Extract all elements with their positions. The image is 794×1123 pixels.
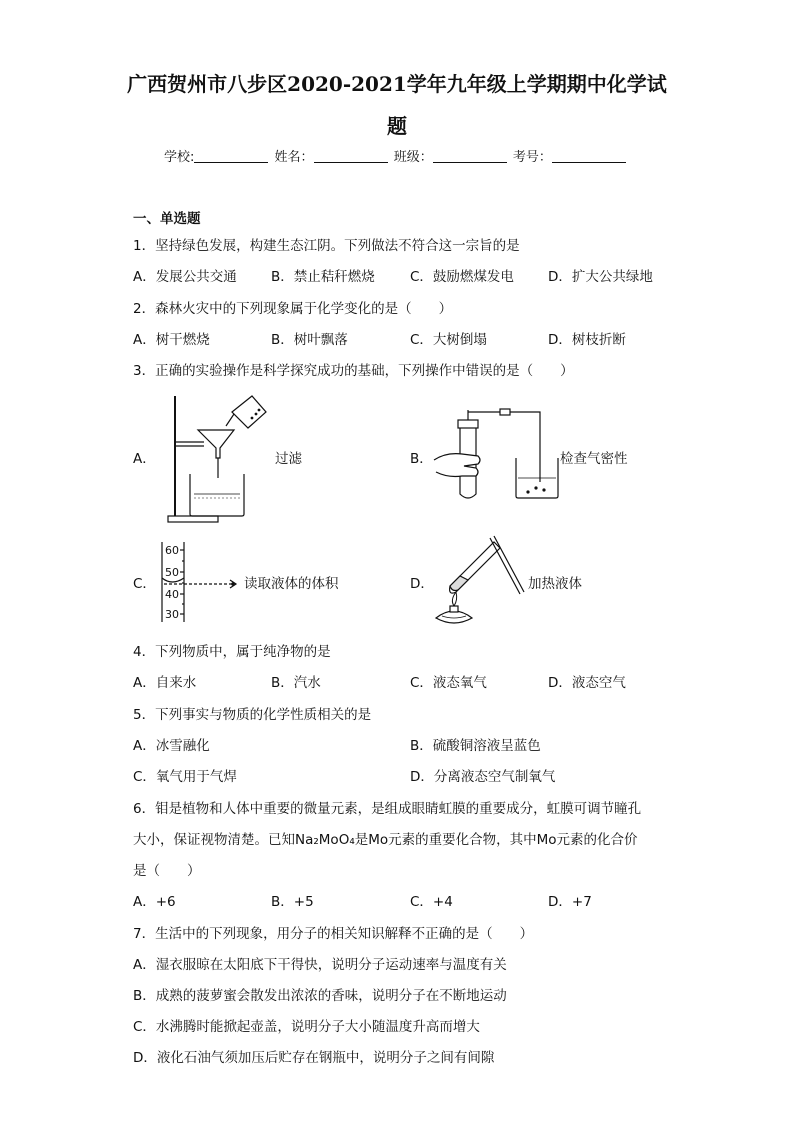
airtightness-check-illustration [432, 408, 562, 504]
class-label: 班级： [393, 150, 433, 165]
q1-option-d: D．扩大公共绿地 [548, 269, 653, 285]
exam-title-line2: 题 [387, 114, 407, 138]
name-blank[interactable] [314, 149, 388, 163]
q2-option-d: D．树枝折断 [548, 332, 626, 348]
q3-option-c-letter: C． [133, 576, 156, 592]
question-4-stem: 4．下列物质中，属于纯净物的是 [133, 644, 331, 660]
graduated-cylinder-illustration [160, 540, 244, 624]
scale-tick-50: 50 [165, 566, 179, 579]
question-6-stem-line2: 大小，保证视物清楚。已知Na₂MoO₄是Mo元素的重要化合物，其中Mo元素的化合价 [133, 832, 638, 848]
class-blank[interactable] [433, 149, 507, 163]
filtration-apparatus-illustration [160, 392, 270, 526]
scale-tick-30: 30 [165, 608, 179, 621]
q4-option-a: A．自来水 [133, 675, 197, 691]
question-6-stem-line1: 6．钼是植物和人体中重要的微量元素，是组成眼睛虹膜的重要成分，虹膜可调节瞳孔 [133, 801, 642, 817]
q3-option-b-caption: 检查气密性 [560, 451, 628, 467]
scale-tick-40: 40 [165, 588, 179, 601]
question-2-stem: 2．森林火灾中的下列现象属于化学变化的是（ ） [133, 301, 453, 317]
question-1-stem: 1．坚持绿色发展，构建生态江阴。下列做法不符合这一宗旨的是 [133, 238, 520, 254]
question-7-stem: 7．生活中的下列现象，用分子的相关知识解释不正确的是（ ） [133, 926, 534, 942]
question-3-stem: 3．正确的实验操作是科学探究成功的基础，下列操作中错误的是（ ） [133, 363, 574, 379]
q2-option-a: A．树干燃烧 [133, 332, 210, 348]
school-label: 学校: [164, 150, 195, 165]
q5-option-c: C．氧气用于气焊 [133, 769, 237, 785]
q7-option-d: D．液化石油气须加压后贮存在钢瓶中，说明分子之间有间隙 [133, 1050, 495, 1066]
q3-option-c-caption: 读取液体的体积 [244, 576, 339, 592]
q6-option-b: B．+5 [271, 894, 314, 910]
q3-option-d-letter: D． [410, 576, 434, 592]
q4-option-b: B．汽水 [271, 675, 321, 691]
q3-option-a-letter: A． [133, 451, 156, 467]
q4-option-d: D．液态空气 [548, 675, 626, 691]
q3-option-b-letter: B． [410, 451, 433, 467]
name-label: 姓名： [274, 150, 314, 165]
q3-option-d-caption: 加热液体 [528, 576, 582, 592]
scale-tick-60: 60 [165, 544, 179, 557]
q6-option-d: D．+7 [548, 894, 592, 910]
q5-option-b: B．硫酸铜溶液呈蓝色 [410, 738, 541, 754]
q2-option-c: C．大树倒塌 [410, 332, 487, 348]
question-5-stem: 5．下列事实与物质的化学性质相关的是 [133, 707, 372, 723]
question-6-stem-line3: 是（ ） [133, 863, 201, 879]
q1-option-b: B．禁止秸秆燃烧 [271, 269, 375, 285]
q5-option-d: D．分离液态空气制氧气 [410, 769, 556, 785]
number-blank[interactable] [552, 149, 626, 163]
q6-option-a: A．+6 [133, 894, 176, 910]
q7-option-b: B．成熟的菠萝蜜会散发出浓浓的香味，说明分子在不断地运动 [133, 988, 507, 1004]
school-blank[interactable] [194, 149, 268, 163]
q5-option-a: A．冰雪融化 [133, 738, 210, 754]
q4-option-c: C．液态氧气 [410, 675, 487, 691]
heating-liquid-illustration [428, 534, 528, 630]
student-info-row [164, 146, 628, 165]
q3-option-a-caption: 过滤 [275, 451, 302, 467]
q7-option-c: C．水沸腾时能掀起壶盖，说明分子大小随温度升高而增大 [133, 1019, 480, 1035]
q1-option-a: A．发展公共交通 [133, 269, 237, 285]
q1-option-c: C．鼓励燃煤发电 [410, 269, 514, 285]
q2-option-b: B．树叶飘落 [271, 332, 348, 348]
exam-title-line1: 广西贺州市八步区2020-2021学年九年级上学期期中化学试 [127, 72, 667, 96]
section-heading-single-choice: 一、单选题 [133, 211, 201, 227]
number-label: 考号： [512, 150, 552, 165]
q6-option-c: C．+4 [410, 894, 453, 910]
q7-option-a: A．湿衣服晾在太阳底下干得快，说明分子运动速率与温度有关 [133, 957, 507, 973]
